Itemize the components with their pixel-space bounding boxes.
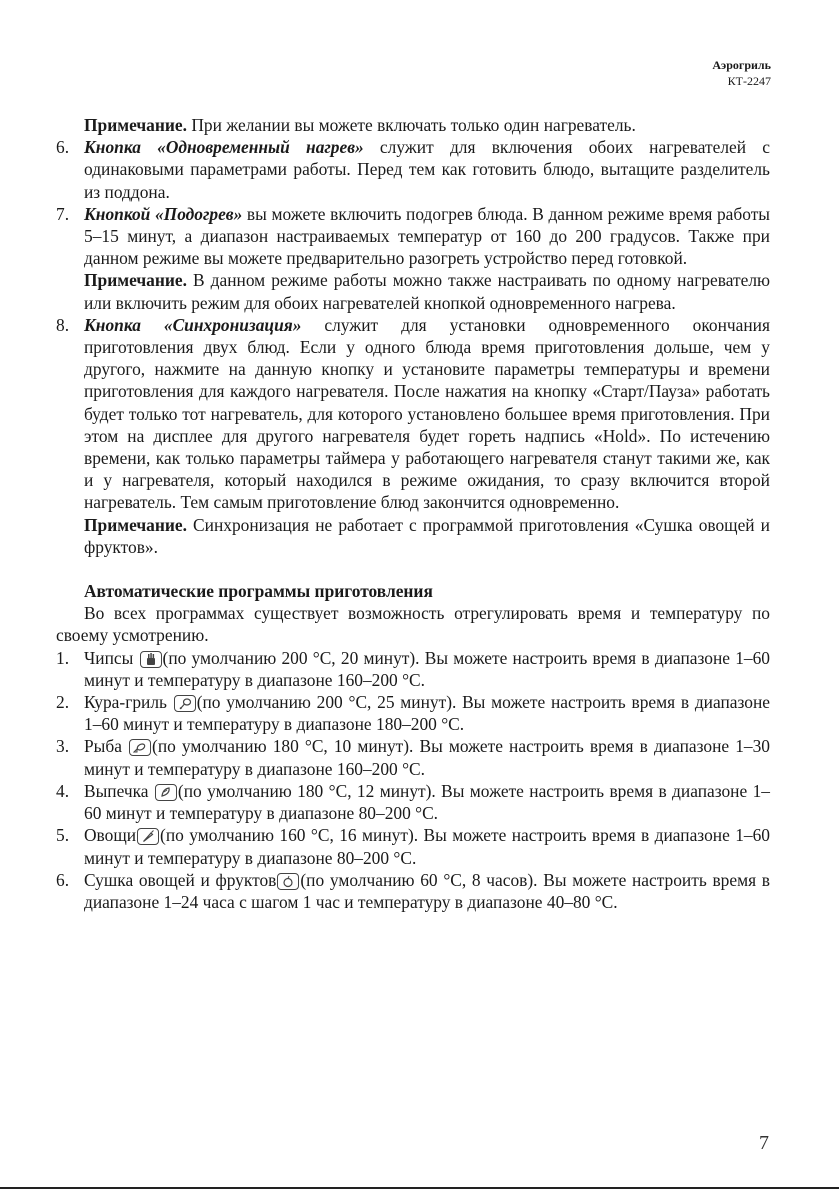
carrot-icon: [137, 828, 159, 845]
fish-icon: [129, 739, 151, 756]
program-item-2: [56, 691, 770, 735]
note-text: Синхронизация не работает с программой приготовления «Сушка овощей и фруктов».: [84, 514, 770, 557]
page-content: [56, 114, 770, 913]
chicken-leg-icon: [174, 695, 196, 712]
header-model: КТ-2247: [727, 74, 771, 88]
item-number: 6.: [56, 137, 70, 158]
page-number: 7: [759, 1132, 769, 1154]
section-gap: [56, 558, 770, 580]
pastry-icon: [155, 784, 177, 801]
header-brand: Аэрогриль: [712, 58, 771, 72]
item-text: служит для установки одновременного окончания приготовления двух блюд. Если у одного блюда время приготовления дольше, чем у другого, нажмите на данную кнопку и установите параметры температуры и времени приготовления для каждого нагревателя. После нажатия на кнопку «Старт/Пауза» работать будет только тот нагреватель, для которого установлено большее время приготовления. При этом на дисплее для другого нагревателя будет гореть надпись «Hold». По истечению времени, как только параметры таймера у работающего нагревателя станут такими же, как и у нагревателя, который находился в режиме ожидания, то сразу включится второй нагреватель. Тем самым приготовление блюд закончится одновременно.: [84, 314, 770, 513]
note-label: Примечание.: [84, 270, 187, 291]
program-text: (по умолчанию 180 °С, 12 минут). Вы можете настроить время в диапазоне 1–60 минут и температуру в диапазоне 80–200 °С.: [84, 780, 770, 824]
program-item-3: [56, 735, 770, 779]
program-item-6: [56, 869, 770, 913]
button-name: Кнопка «Одновременный нагрев»: [84, 137, 364, 158]
note-1: [56, 114, 770, 136]
program-item-5: [56, 824, 770, 868]
program-text: (по умолчанию 60 °С, 8 часов). Вы можете настроить время в диапазоне 1–24 часа с шагом 1 час и температуру в диапазоне 40–80 °С.: [84, 869, 770, 912]
list-item-7: [56, 203, 770, 270]
section-heading: Автоматические программы приготовления: [84, 581, 433, 602]
item-number: 8.: [56, 314, 70, 335]
fries-icon: [140, 651, 162, 668]
button-name: Кнопкой «Подогрев»: [84, 203, 243, 224]
bottom-rule: [0, 1187, 839, 1189]
program-name: Кура-гриль: [84, 692, 167, 713]
list-item-6: [56, 136, 770, 203]
program-name: Чипсы: [84, 647, 134, 668]
item-text: служит для включения обоих нагревателей с одинаковыми параметрами работы. Перед тем как готовить блюдо, вытащите разделитель из поддона.: [84, 137, 770, 202]
section-intro: Во всех программах существует возможность отрегулировать время и температуру по своему усмотрению.: [56, 603, 770, 646]
item-number: 5.: [56, 825, 70, 846]
program-text: (по умолчанию 180 °С, 10 минут). Вы можете настроить время в диапазоне 1–30 минут и температуру в диапазоне 160–200 °С.: [84, 736, 770, 779]
program-text: (по умолчанию 160 °С, 16 минут). Вы можете настроить время в диапазоне 1–60 минут и температуру в диапазоне 80–200 °С.: [84, 825, 770, 868]
program-text: (по умолчанию 200 °С, 25 минут). Вы можете настроить время в диапазоне 1–60 минут и температуру в диапазоне 180–200 °С.: [84, 692, 770, 735]
item-text: вы можете включить подогрев блюда. В данном режиме время работы 5–15 минут, а диапазон настраиваемых температур от 160 до 200 градусов. Также при данном режиме вы можете предварительно разогреть устройство перед готовкой.: [84, 203, 770, 269]
program-name: Рыба: [84, 736, 122, 757]
item-number: 1.: [56, 647, 70, 668]
note-label: Примечание.: [84, 115, 187, 135]
note-2: [56, 269, 770, 313]
program-text: (по умолчанию 200 °С, 20 минут). Вы можете настроить время в диапазоне 1–60 минут и температуру в диапазоне 160–200 °С.: [84, 647, 770, 690]
button-name: Кнопка «Синхронизация»: [84, 314, 302, 335]
program-item-4: [56, 780, 770, 824]
item-number: 3.: [56, 736, 70, 757]
item-number: 2.: [56, 692, 70, 713]
note-text: В данном режиме работы можно также настраивать по одному нагревателю или включить режим для обоих нагревателей кнопкой одновременного нагрева.: [84, 270, 770, 313]
item-number: 6.: [56, 869, 70, 890]
item-number: 7.: [56, 203, 70, 224]
running-header: [712, 57, 771, 89]
item-number: 4.: [56, 780, 70, 801]
program-name: Сушка овощей и фруктов: [84, 869, 277, 890]
note-label: Примечание.: [84, 514, 187, 535]
note-3: [56, 514, 770, 558]
list-item-8: [56, 314, 770, 514]
program-item-1: [56, 647, 770, 691]
program-name: Выпечка: [84, 780, 149, 801]
apple-icon: [277, 873, 299, 890]
program-name: Овощи: [84, 825, 137, 846]
note-text: При желании вы можете включать только один нагреватель.: [186, 115, 636, 135]
